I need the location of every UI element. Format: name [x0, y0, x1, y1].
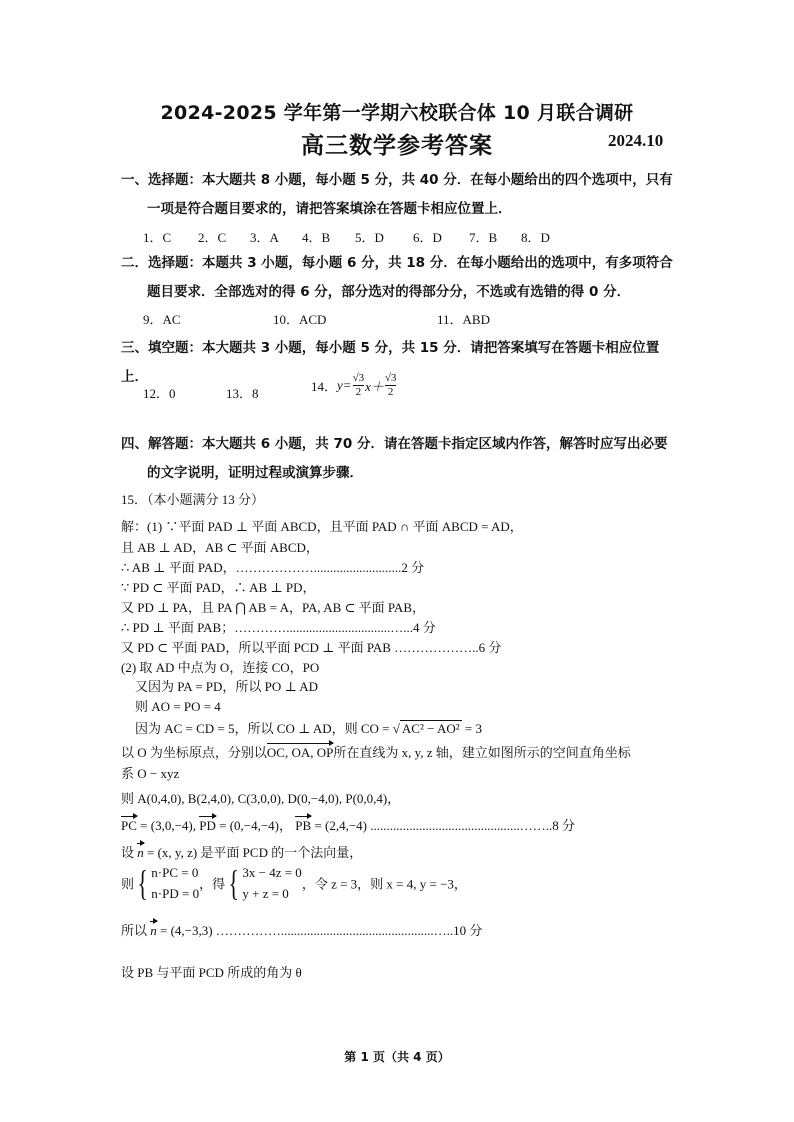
brace-left-1: {	[137, 863, 148, 903]
vector-pd: PD	[199, 818, 216, 833]
section1-heading	[121, 166, 681, 224]
solution-line: ∴ AB ⊥ 平面 PAD，………………...........................2 分	[121, 560, 425, 575]
coord-suffix: 所在直线为 x, y, z 轴，建立如图所示的空间直角坐标	[333, 745, 631, 760]
sqrt-sign: √	[392, 721, 400, 736]
co-prefix: 因为 AC = CD = 5，所以 CO ⊥ AD，则 CO =	[135, 721, 390, 736]
section4-heading-line1: 四、解答题：本大题共 6 小题，共 70 分．请在答题卡指定区域内作答，解答时应写出必要	[121, 436, 668, 452]
solution-line: 又 PD ⊂ 平面 PAD，所以平面 PCD ⊥ 平面 PAB ………………..6 分	[121, 640, 502, 655]
answer-7: 7．B	[469, 230, 498, 245]
result-suffix: = (4,−3,3) ……………...............................................…..10 分	[160, 923, 483, 938]
vector-pc-value: = (3,0,−4),	[140, 818, 196, 833]
answer-13: 13．8	[226, 386, 259, 401]
solution-line: 又 PD ⊥ PA，且 PA ⋂ AB = A，PA, AB ⊂ 平面 PAB，	[121, 600, 425, 615]
system-suffix: ，令 z = 3，则 x = 4, y = −3，	[301, 876, 467, 892]
answer-title: 高三数学参考答案	[301, 133, 493, 159]
normal-prefix: 设	[121, 845, 135, 860]
solution-line-points: 则 A(0,4,0), B(2,4,0), C(3,0,0), D(0,−4,0), P(0,0,4)，	[121, 791, 401, 806]
coord-prefix: 以 O 为坐标原点，分别以	[121, 745, 267, 760]
answer-11: 11．ABD	[437, 312, 490, 327]
frac2-den: 2	[387, 386, 394, 398]
solution-line-coord	[121, 742, 631, 761]
answer-1: 1．C	[143, 230, 172, 245]
frac2-num: √3	[384, 372, 397, 384]
system2-row-1: 3x − 4z = 0	[242, 865, 302, 880]
solution-line: 且 AB ⊥ AD，AB ⊂ 平面 ABCD，	[121, 540, 319, 555]
solution-line-result	[121, 920, 482, 939]
solution-line-angle: 设 PB 与平面 PCD 所成的角为 θ	[121, 965, 302, 980]
solution-line: ∴ PD ⊥ 平面 PAB；…………................................…...4 分	[121, 620, 436, 635]
solution-line-system	[121, 862, 467, 904]
normal-suffix: = (x, y, z) 是平面 PCD 的一个法向量，	[147, 845, 363, 860]
vector-pd-value: = (0,−4,−4)，	[219, 818, 293, 833]
solution-line-normal	[121, 842, 362, 861]
exam-date: 2024.10	[608, 131, 664, 150]
section2-heading-line1: 二．选择题：本题共 3 小题，每小题 6 分，共 18 分．在每小题给出的选项中，有多项符合	[121, 255, 673, 271]
system-row-1: n·PC = 0	[151, 865, 199, 880]
answer-14-frac2	[385, 372, 397, 399]
answer-14-label: 14．	[311, 379, 338, 394]
linear-system	[242, 862, 301, 904]
problem15-title: 15．（本小题满分 13 分）	[121, 492, 265, 507]
answer-14-frac1	[353, 372, 365, 399]
brace-left-2: {	[228, 863, 239, 903]
solution-line: ∵ PD ⊂ 平面 PAD，∴ AB ⊥ PD，	[121, 580, 316, 595]
answer-2: 2．C	[198, 230, 227, 245]
answer-14	[311, 372, 397, 399]
solution-line: 又因为 PA = PD，所以 PO ⊥ AD	[135, 679, 319, 694]
section4-heading	[121, 430, 681, 488]
answer-14-y: y=	[337, 377, 352, 393]
coord-vectors: OC, OA, OP	[266, 745, 334, 760]
section2-heading	[121, 249, 681, 307]
frac1-den: 2	[355, 386, 362, 398]
answer-10: 10．ACD	[273, 312, 327, 327]
answer-4: 4．B	[302, 230, 331, 245]
answer-12: 12．0	[143, 386, 176, 401]
answer-6: 6．D	[413, 230, 442, 245]
result-prefix: 所以	[121, 923, 148, 938]
system-prefix: 则	[121, 876, 135, 892]
system2-row-2: y + z = 0	[242, 886, 289, 901]
section1-heading-line2: 一项是符合题目要求的，请把答案填涂在答题卡相应位置上．	[147, 201, 512, 217]
co-radicand: AC² − AO²	[401, 721, 460, 736]
answer-5: 5．D	[355, 230, 384, 245]
solution-line: 解：(1) ∵平面 PAD ⊥ 平面 ABCD，且平面 PAD ∩ 平面 ABCD = AD，	[121, 519, 523, 534]
answer-8: 8．D	[521, 230, 550, 245]
solution-line-vectors	[121, 815, 575, 834]
system-mid: ，得	[199, 876, 226, 892]
system-row-2: n·PD = 0	[151, 886, 200, 901]
exam-title: 2024-2025 学年第一学期六校联合体 10 月联合调研	[160, 102, 634, 124]
solution-line-co	[135, 718, 482, 737]
section2-heading-line2: 题目要求．全部选对的得 6 分，部分选对的得部分分，不选或有选错的得 0 分．	[147, 284, 631, 300]
vector-pc: PC	[121, 818, 137, 833]
dot-product-system	[151, 862, 199, 904]
frac1-num: √3	[352, 372, 365, 384]
section4-heading-line2: 的文字说明，证明过程或演算步骤．	[147, 465, 363, 481]
normal-vector-n: n	[137, 845, 144, 860]
section3-heading: 三、填空题：本大题共 3 小题，每小题 5 分，共 15 分．请把答案填写在答题卡相应位置上．	[121, 340, 660, 385]
solution-line: 系 O − xyz	[121, 766, 180, 781]
vector-pb: PB	[295, 818, 312, 833]
solution-line: (2) 取 AD 中点为 O，连接 CO，PO	[121, 660, 320, 675]
co-suffix: = 3	[464, 721, 483, 736]
answer-3: 3．A	[250, 230, 279, 245]
page-footer: 第 1 页（共 4 页）	[344, 1050, 450, 1064]
answer-9: 9．AC	[143, 312, 181, 327]
solution-line: 则 AO = PO = 4	[135, 699, 221, 714]
result-vector-n: n	[150, 923, 157, 938]
section1-heading-line1: 一、选择题：本大题共 8 小题，每小题 5 分，共 40 分．在每小题给出的四个选项中，只有	[121, 172, 673, 188]
vector-pb-value: = (2,4,−4) ..............................................……..8 分	[314, 818, 575, 833]
answer-14-x: x＋	[365, 379, 384, 394]
